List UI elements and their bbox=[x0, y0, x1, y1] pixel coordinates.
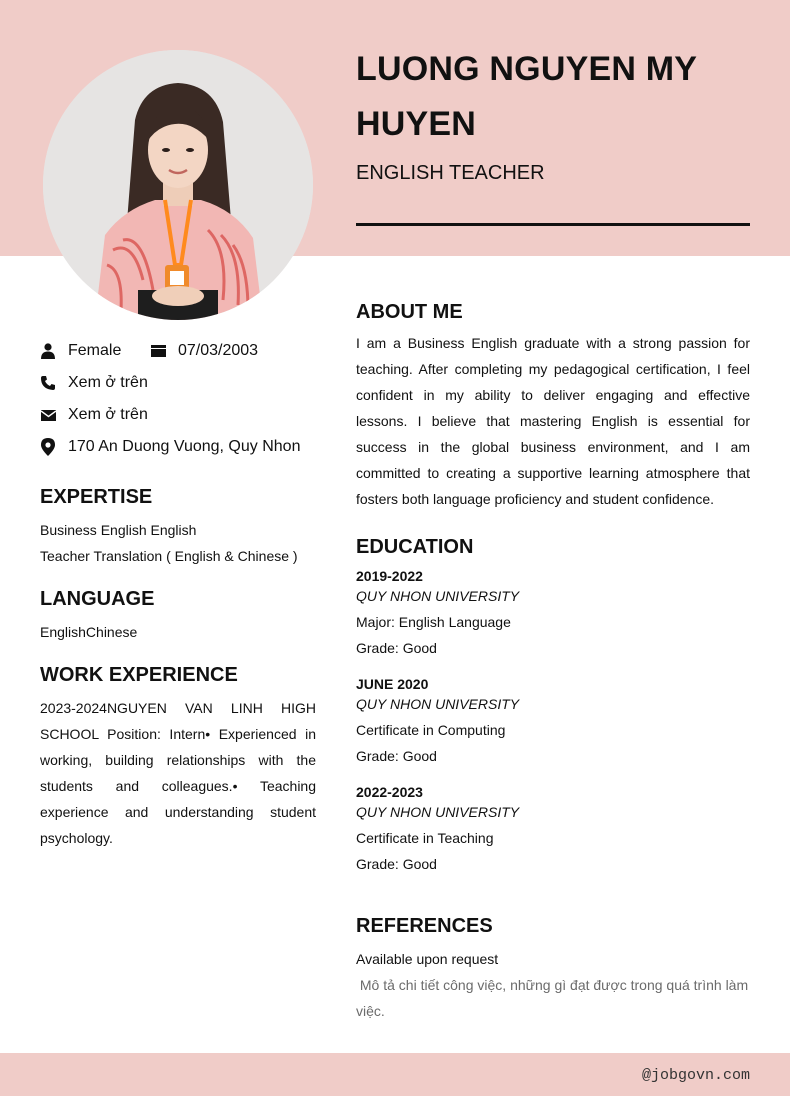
mail-icon bbox=[40, 406, 56, 424]
phone-icon bbox=[40, 374, 56, 392]
education-detail: Certificate in Computing bbox=[356, 722, 506, 738]
references-text: Available upon request bbox=[356, 951, 499, 967]
education-grade: Grade: Good bbox=[356, 748, 437, 764]
person-icon bbox=[40, 342, 56, 360]
education-year: 2019-2022 bbox=[356, 568, 423, 584]
gender-value: Female bbox=[68, 342, 122, 359]
education-year: 2022-2023 bbox=[356, 784, 423, 800]
email-value: Xem ở trên bbox=[68, 406, 148, 423]
contact-dob bbox=[150, 342, 258, 360]
contact-email bbox=[40, 406, 148, 424]
expertise-section bbox=[40, 486, 316, 569]
work-text: 2023-2024NGUYEN VAN LINH HIGH SCHOOL Position: Intern• Experienced in working, building relationships with the students and colleagues.• Teaching experience and understanding student psychology. bbox=[40, 700, 316, 846]
contact-address bbox=[40, 438, 300, 456]
profile-photo bbox=[43, 50, 313, 320]
education-grade: Grade: Good bbox=[356, 856, 437, 872]
language-text: EnglishChinese bbox=[40, 624, 138, 640]
job-title: ENGLISH TEACHER bbox=[356, 162, 545, 184]
references-note: Mô tả chi tiết công việc, những gì đạt được trong quá trình làm việc. bbox=[356, 977, 753, 1019]
references-title: REFERENCES bbox=[356, 915, 493, 937]
work-section bbox=[40, 664, 316, 851]
header-divider bbox=[356, 223, 750, 226]
work-title: WORK EXPERIENCE bbox=[40, 664, 238, 686]
education-entry bbox=[356, 566, 750, 661]
education-entry bbox=[356, 674, 750, 769]
contact-gender bbox=[40, 342, 121, 360]
education-school: QUY NHON UNIVERSITY bbox=[356, 696, 520, 712]
education-detail: Major: English Language bbox=[356, 614, 511, 630]
about-title: ABOUT ME bbox=[356, 301, 463, 323]
education-section bbox=[356, 536, 750, 890]
calendar-icon bbox=[150, 342, 166, 360]
expertise-title: EXPERTISE bbox=[40, 486, 153, 508]
expertise-line: Business English English bbox=[40, 522, 197, 538]
about-section bbox=[356, 301, 750, 512]
references-section bbox=[356, 915, 753, 1024]
dob-value: 07/03/2003 bbox=[178, 342, 259, 359]
location-pin-icon bbox=[40, 438, 56, 456]
about-text: I am a Business English graduate with a strong passion for teaching. After completing my pedagogical certification, I feel confident in my ability to deliver engaging and effective lessons. I believe that mastering English is essential for success in the global business environment, and I am committed to creating a supportive learning atmosphere that fosters both language proficiency and student confidence. bbox=[356, 335, 750, 507]
expertise-line: Teacher Translation ( English & Chinese ) bbox=[40, 548, 298, 564]
education-school: QUY NHON UNIVERSITY bbox=[356, 804, 520, 820]
education-entry bbox=[356, 782, 750, 877]
language-section bbox=[40, 588, 316, 645]
education-grade: Grade: Good bbox=[356, 640, 437, 656]
footer-website: @jobgovn.com bbox=[641, 1067, 750, 1084]
education-title: EDUCATION bbox=[356, 536, 474, 558]
education-year: JUNE 2020 bbox=[356, 676, 429, 692]
education-detail: Certificate in Teaching bbox=[356, 830, 494, 846]
education-school: QUY NHON UNIVERSITY bbox=[356, 588, 520, 604]
contact-phone bbox=[40, 374, 148, 392]
full-name: LUONG NGUYEN MY HUYEN bbox=[356, 50, 697, 143]
phone-value: Xem ở trên bbox=[68, 374, 148, 391]
address-value: 170 An Duong Vuong, Quy Nhon bbox=[68, 438, 301, 455]
language-title: LANGUAGE bbox=[40, 588, 155, 610]
